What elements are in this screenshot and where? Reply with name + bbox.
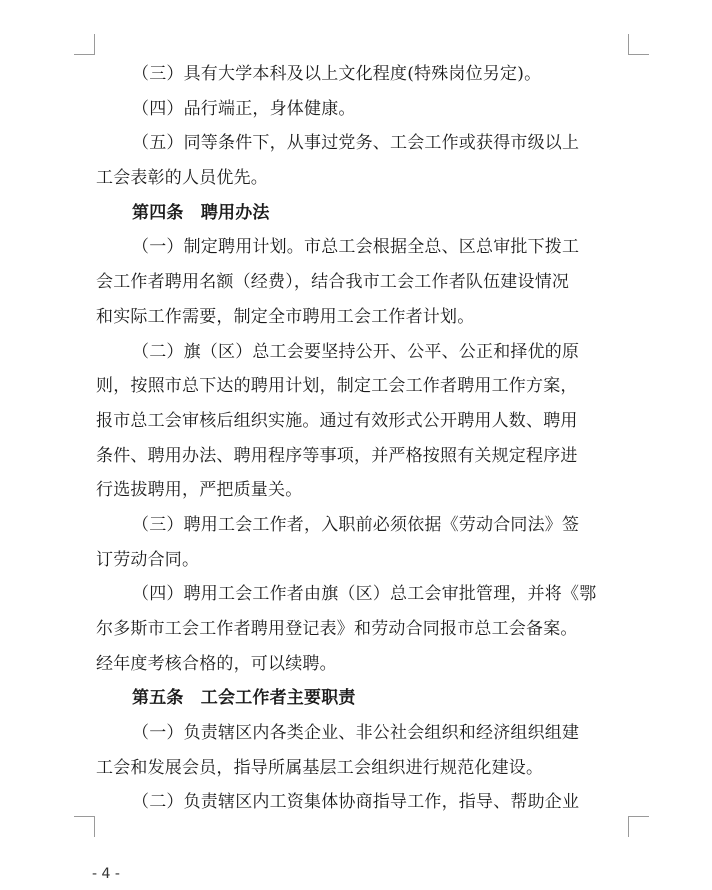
paragraph-line: （一）制定聘用计划。市总工会根据全总、区总审批下拨工 bbox=[132, 237, 580, 258]
paragraph-line: （三）具有大学本科及以上文化程度(特殊岗位另定)。 bbox=[132, 64, 542, 84]
paragraph-line: 尔多斯市工会工作者聘用登记表》和劳动合同报市总工会备案。 bbox=[96, 619, 578, 639]
paragraph-line: 经年度考核合格的，可以续聘。 bbox=[96, 653, 337, 674]
document-body bbox=[96, 57, 628, 820]
article-heading: 第四条 聘用办法 bbox=[132, 202, 270, 223]
paragraph-line: （一）负责辖区内各类企业、非公社会组织和经济组织组建 bbox=[132, 723, 580, 744]
paragraph-line: 则，按照市总下达的聘用计划，制定工会工作者聘用工作方案， bbox=[96, 376, 578, 397]
crop-mark-bottom-right bbox=[628, 816, 649, 837]
paragraph-line: （四）品行端正，身体健康。 bbox=[132, 98, 356, 119]
paragraph-line: （二）负责辖区内工资集体协商指导工作，指导、帮助企业 bbox=[132, 792, 580, 813]
paragraph-line: （四）聘用工会工作者由旗（区）总工会审批管理，并将《鄂 bbox=[132, 584, 597, 605]
paragraph-line: 报市总工会审核后组织实施。通过有效形式公开聘用人数、聘用 bbox=[96, 410, 578, 431]
crop-mark-top-left bbox=[74, 34, 95, 55]
paragraph-line: 订劳动合同。 bbox=[96, 549, 200, 570]
article-heading: 第五条 工会工作者主要职责 bbox=[132, 688, 356, 709]
paragraph-line: 和实际工作需要，制定全市聘用工会工作者计划。 bbox=[96, 306, 475, 327]
paragraph-line: 会工作者聘用名额（经费），结合我市工会工作者队伍建设情况 bbox=[96, 272, 570, 293]
paragraph-line: 条件、聘用办法、聘用程序等事项，并严格按照有关规定程序进 bbox=[96, 445, 578, 466]
crop-mark-bottom-left bbox=[74, 816, 95, 837]
paragraph-line: 行选拔聘用，严把质量关。 bbox=[96, 480, 303, 501]
paragraph-line: 工会和发展会员，指导所属基层工会组织进行规范化建设。 bbox=[96, 757, 544, 778]
paragraph-line: （五）同等条件下，从事过党务、工会工作或获得市级以上 bbox=[132, 133, 580, 154]
paragraph-line: （三）聘用工会工作者，入职前必须依据《劳动合同法》签 bbox=[132, 514, 580, 535]
paragraph-line: 工会表彰的人员优先。 bbox=[96, 168, 268, 189]
paragraph-line: （二）旗（区）总工会要坚持公开、公平、公正和择优的原 bbox=[132, 341, 580, 362]
crop-mark-top-right bbox=[628, 34, 649, 55]
page-number: - 4 - bbox=[92, 866, 120, 882]
